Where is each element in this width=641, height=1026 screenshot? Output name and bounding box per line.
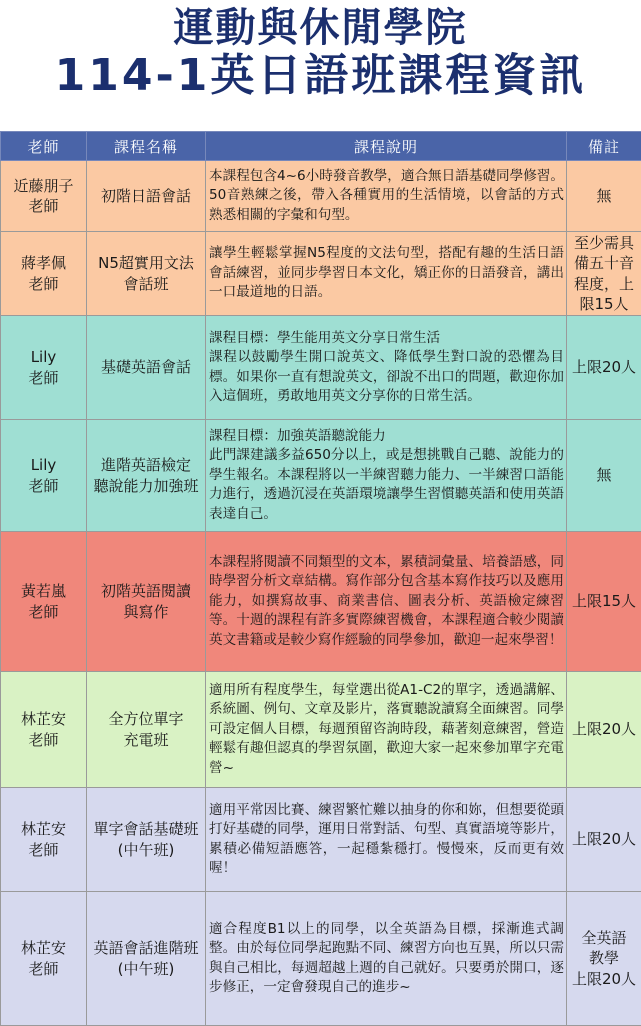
note-cell: 無 bbox=[567, 420, 641, 532]
header-course-name: 課程名稱 bbox=[87, 132, 206, 161]
header-teacher: 老師 bbox=[1, 132, 87, 161]
table-row bbox=[1, 788, 641, 892]
description-cell bbox=[206, 788, 567, 892]
teacher-cell: 近藤朋子 老師 bbox=[1, 161, 87, 232]
course-name-cell: 初階日語會話 bbox=[87, 161, 206, 232]
page-header bbox=[0, 0, 641, 131]
table-header-row bbox=[1, 132, 641, 161]
description-cell bbox=[206, 892, 567, 1026]
description-text: 適用平常因比賽、練習繁忙難以抽身的你和妳，但想要從頭打好基礎的同學，運用日常對話、句型、真實語境等影片，累積必備短語應答，一起穩紮穩打。慢慢來，反而更有效喔！ bbox=[209, 801, 564, 879]
description-text: 課程目標：加強英語聽說能力 此門課建議多益650分以上，或是想挑戰自己聽、說能力的學生報名。本課程將以一半練習聽力能力、一半練習口語能力進行，透過沉浸在英語環境讓學生習慣聽英語和使用英語表達自己。 bbox=[209, 427, 564, 524]
course-name-cell: N5超實用文法 會話班 bbox=[87, 232, 206, 316]
description-cell bbox=[206, 161, 567, 232]
description-text: 課程目標：學生能用英文分享日常生活 課程以鼓勵學生開口說英文、降低學生對口說的恐懼為目標。如果你一直有想說英文，卻說不出口的問題，歡迎你加入這個班，勇敢地用英文分享你的日常生活。 bbox=[209, 329, 564, 407]
course-name-cell: 全方位單字 充電班 bbox=[87, 672, 206, 788]
teacher-cell: 林芷安 老師 bbox=[1, 788, 87, 892]
table-row bbox=[1, 316, 641, 420]
table-row bbox=[1, 232, 641, 316]
course-name-cell: 初階英語閱讀 與寫作 bbox=[87, 532, 206, 672]
college-title: 運動與休閒學院 bbox=[0, 6, 641, 51]
description-text: 讓學生輕鬆掌握N5程度的文法句型，搭配有趣的生活日語會話練習，並同步學習日本文化，矯正你的日語發音，講出一口最道地的日語。 bbox=[209, 244, 564, 302]
description-cell bbox=[206, 316, 567, 420]
course-name-cell: 英語會話進階班 (中午班) bbox=[87, 892, 206, 1026]
table-row bbox=[1, 532, 641, 672]
description-text: 適合程度B1以上的同學，以全英語為目標，採漸進式調整。由於每位同學起跑點不同、練習方向也互異，所以只需與自己相比，每週超越上週的自己就好。只要勇於開口，逐步修正，一定會發現自己的進步~ bbox=[209, 920, 564, 998]
course-name-cell: 進階英語檢定 聽說能力加強班 bbox=[87, 420, 206, 532]
note-cell: 至少需具 備五十音 程度，上 限15人 bbox=[567, 232, 641, 316]
teacher-cell: 林芷安 老師 bbox=[1, 892, 87, 1026]
description-cell bbox=[206, 420, 567, 532]
note-cell: 上限20人 bbox=[567, 316, 641, 420]
note-cell: 全英語 教學 上限20人 bbox=[567, 892, 641, 1026]
teacher-cell: Lily 老師 bbox=[1, 316, 87, 420]
description-cell bbox=[206, 232, 567, 316]
teacher-cell: 黃若嵐 老師 bbox=[1, 532, 87, 672]
course-table bbox=[0, 131, 641, 1026]
table-row bbox=[1, 161, 641, 232]
course-name-cell: 基礎英語會話 bbox=[87, 316, 206, 420]
table-row bbox=[1, 420, 641, 532]
note-cell: 上限20人 bbox=[567, 672, 641, 788]
teacher-cell: 林芷安 老師 bbox=[1, 672, 87, 788]
teacher-cell: Lily 老師 bbox=[1, 420, 87, 532]
course-name-cell: 單字會話基礎班 (中午班) bbox=[87, 788, 206, 892]
table-row bbox=[1, 892, 641, 1026]
teacher-cell: 蔣孝佩 老師 bbox=[1, 232, 87, 316]
note-cell: 上限20人 bbox=[567, 788, 641, 892]
description-text: 適用所有程度學生，每堂選出從A1-C2的單字，透過講解、系統圖、例句、文章及影片，落實聽說讀寫全面練習。同學可設定個人目標，每週預留咨詢時段，藉著刻意練習，營造輕鬆有趣但認真的學習氛圍，歡迎大家一起來參加單字充電營~ bbox=[209, 681, 564, 778]
header-note: 備註 bbox=[567, 132, 641, 161]
course-info-title: 114-1英日語班課程資訊 bbox=[0, 51, 641, 100]
table-row bbox=[1, 672, 641, 788]
description-text: 本課程包含4~6小時發音教學，適合無日語基礎同學修習。50音熟練之後，帶入各種實用的生活情境，以會話的方式熟悉相關的字彙和句型。 bbox=[209, 167, 564, 225]
description-cell bbox=[206, 532, 567, 672]
header-description: 課程說明 bbox=[206, 132, 567, 161]
description-text: 本課程將閱讀不同類型的文本，累積詞彙量、培養語感，同時學習分析文章結構。寫作部分包含基本寫作技巧以及應用能力，如撰寫故事、商業書信、圖表分析、英語檢定練習等。十週的課程有許多實際練習機會，本課程適合較少閱讀英文書籍或是較少寫作經驗的同學參加，歡迎一起來學習！ bbox=[209, 553, 564, 650]
note-cell: 無 bbox=[567, 161, 641, 232]
description-cell bbox=[206, 672, 567, 788]
note-cell: 上限15人 bbox=[567, 532, 641, 672]
